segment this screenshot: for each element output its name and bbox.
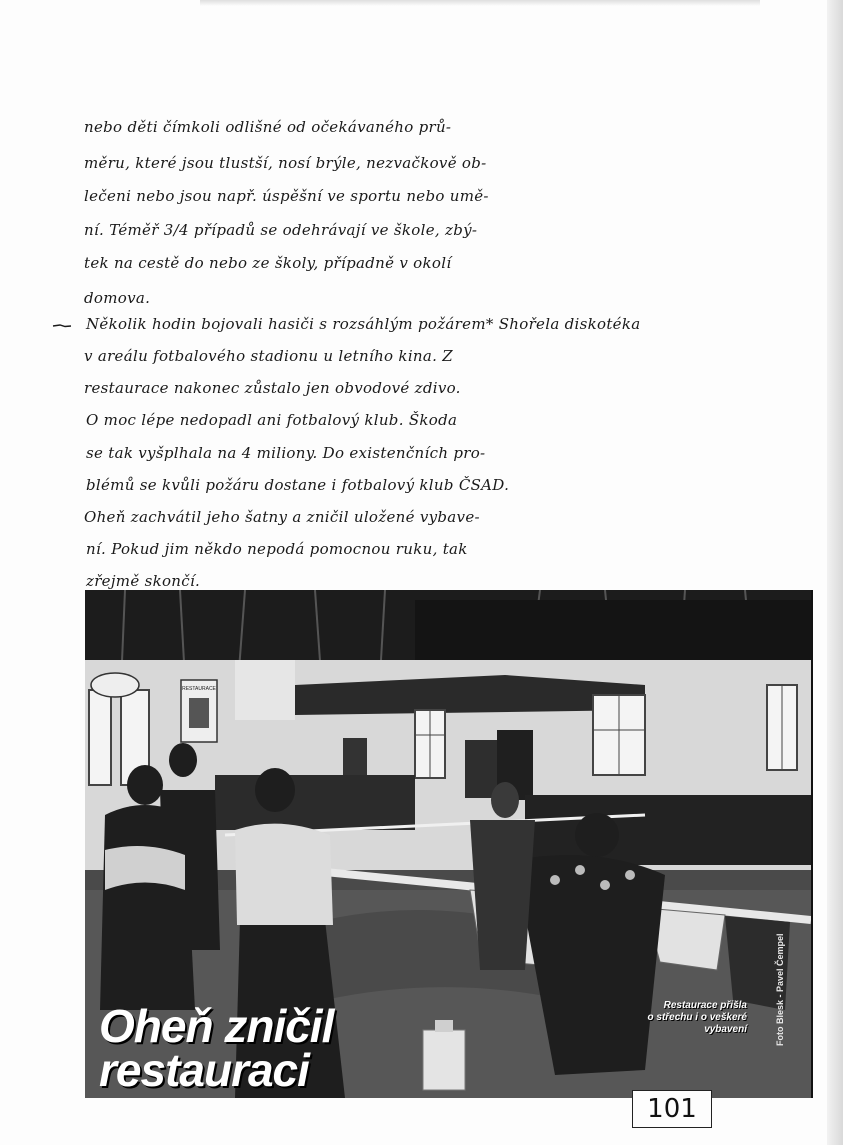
handwritten-line: O moc lépe nedopadl ani fotbalový klub. Škoda <box>86 411 458 429</box>
photo-credit: Foto Blesk - Pavel Čempel <box>775 933 785 1046</box>
scan-right-shadow <box>827 0 843 1145</box>
handwritten-line: se tak vyšplhala na 4 miliony. Do existenčních pro- <box>86 444 486 462</box>
handwritten-line: tek na cestě do nebo ze školy, případně v okolí <box>84 254 452 272</box>
restaurant-sign-text: RESTAURACE <box>182 686 216 692</box>
handwritten-line: lečeni nebo jsou např. úspěšní ve sportu nebo umě- <box>84 187 489 205</box>
page-number: 101 <box>632 1090 712 1128</box>
photo-caption <box>617 1000 747 1036</box>
handwritten-line: blémů se kvůli požáru dostane i fotbalový klub ČSAD. <box>86 476 510 494</box>
headline-line-1: Oheň zničil <box>99 1000 334 1052</box>
handwritten-line: ní. Pokud jim někdo nepodá pomocnou ruku, tak <box>86 540 468 558</box>
handwritten-line: Oheň zachvátil jeho šatny a zničil uložené vybave- <box>84 508 480 526</box>
handwritten-line: nebo děti čímkoli odlišné od očekávaného prů- <box>84 118 452 136</box>
handwritten-line: restaurace nakonec zůstalo jen obvodové zdivo. <box>84 379 461 397</box>
handwritten-line: v areálu fotbalového stadionu u letního kina. Z <box>84 347 453 365</box>
handwritten-line: zřejmě skončí. <box>86 572 201 590</box>
handwritten-line: měru, které jsou tlustší, nosí brýle, nezvačkově ob- <box>84 154 487 172</box>
headline-line-2: restauraci <box>99 1044 309 1096</box>
handwritten-line: domova. <box>84 289 151 307</box>
newspaper-photo <box>85 590 813 1098</box>
caption-line-3: vybavení <box>704 1024 747 1035</box>
caption-line-1: Restaurace přišla <box>663 1000 747 1011</box>
dash-bullet-icon <box>52 322 72 330</box>
logo-sign <box>91 673 139 697</box>
handwritten-line: ní. Téměř 3/4 případů se odehrávají ve škole, zbý- <box>84 221 478 239</box>
scan-top-shadow <box>200 0 760 6</box>
handwritten-line: Několik hodin bojovali hasiči s rozsáhlým požárem* Shořela diskotéka <box>86 315 641 333</box>
caption-line-2: o střechu i o veškeré <box>647 1012 747 1023</box>
photo-headline <box>99 1000 334 1096</box>
